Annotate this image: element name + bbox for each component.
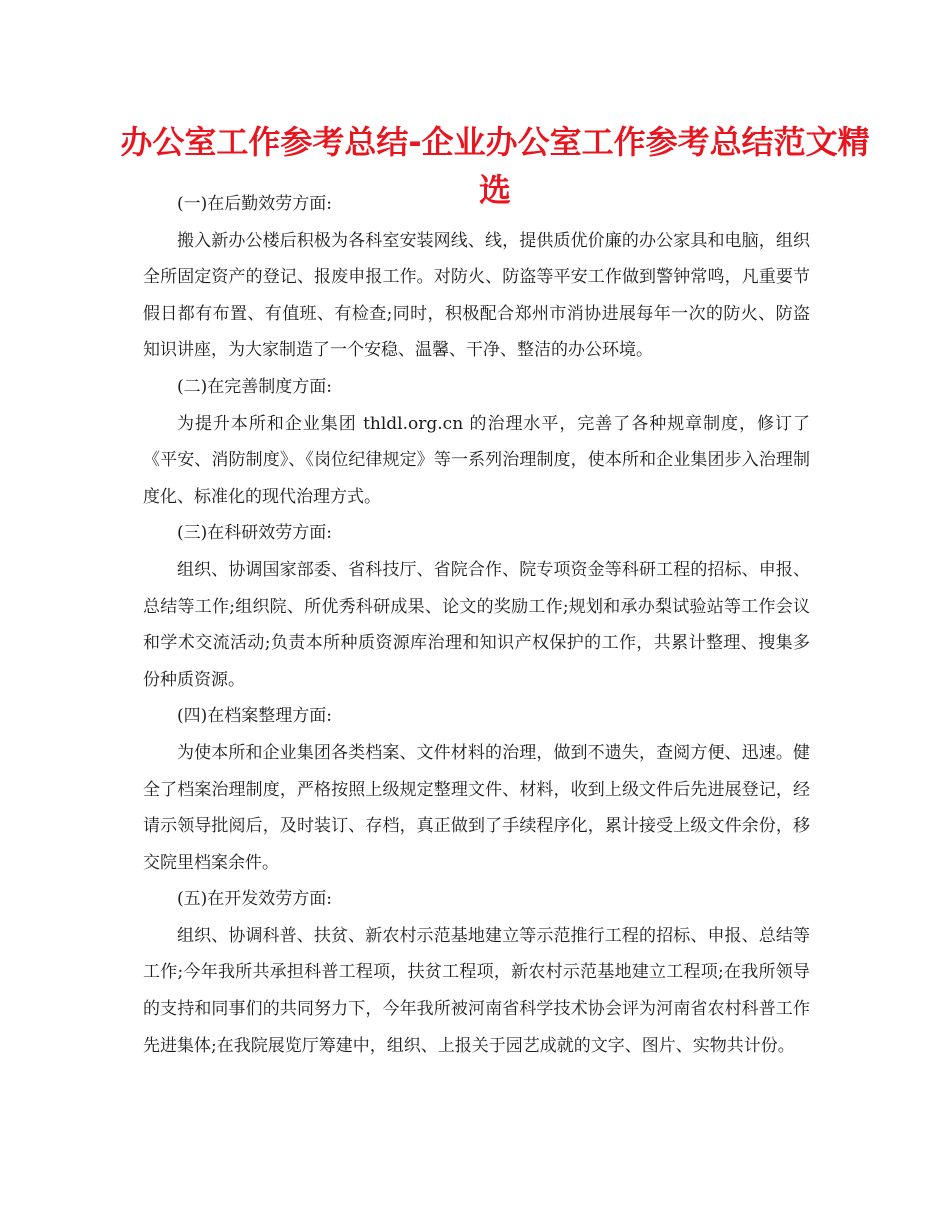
- paragraph-regulations: 为提升本所和企业集团 thldl.org.cn 的治理水平，完善了各种规章制度，修订了《平安、消防制度》、《岗位纪律规定》等一系列治理制度，使本所和企业集团步入治理制度化、标准化的现代治理方式。: [143, 413, 810, 507]
- paragraph-research: 组织、协调国家部委、省科技厅、省院合作、院专项资金等科研工程的招标、申报、总结等工作;组织院、所优秀科研成果、论文的奖励工作;规划和承办梨试验站等工作会议和学术交流活动;负责本所种质资源库治理和知识产权保护的工作，共累计整理、搜集多份种质资源。: [143, 559, 810, 690]
- section-heading-archives: (四)在档案整理方面:: [177, 706, 332, 727]
- section-heading-regulations: (二)在完善制度方面:: [177, 376, 332, 397]
- section-heading-development: (五)在开发效劳方面:: [177, 889, 332, 910]
- section-heading-logistics: (一)在后勤效劳方面:: [177, 194, 332, 214]
- document-body: [143, 186, 810, 1064]
- document-title: 办公室工作参考总结-企业办公室工作参考总结范文精选: [120, 123, 870, 209]
- section-heading-research: (三)在科研效劳方面:: [177, 523, 332, 544]
- paragraph-logistics: 搬入新办公楼后积极为各科室安装网线、线，提供质优价廉的办公家具和电脑，组织全所固定资产的登记、报废申报工作。对防火、防盗等平安工作做到警钟常鸣，凡重要节假日都有布置、有值班、有检查;同时，积极配合郑州市消协进展每年一次的防火、防盗知识讲座，为大家制造了一个安稳、温馨、干净、整洁的办公环境。: [143, 230, 810, 361]
- paragraph-development: 组织、协调科普、扶贫、新农村示范基地建立等示范推行工程的招标、申报、总结等工作;今年我所共承担科普工程项，扶贫工程项，新农村示范基地建立工程项;在我所领导的支持和同事们的共同努力下，今年我所被河南省科学技术协会评为河南省农村科普工作先进集体;在我院展览厅筹建中，组织、上报关于园艺成就的文字、图片、实物共计份。: [143, 925, 810, 1056]
- paragraph-archives: 为使本所和企业集团各类档案、文件材料的治理，做到不遗失，查阅方便、迅速。健全了档案治理制度，严格按照上级规定整理文件、材料，收到上级文件后先进展登记，经请示领导批阅后，及时装订、存档，真正做到了手续程序化，累计接受上级文件余份，移交院里档案余件。: [143, 742, 810, 873]
